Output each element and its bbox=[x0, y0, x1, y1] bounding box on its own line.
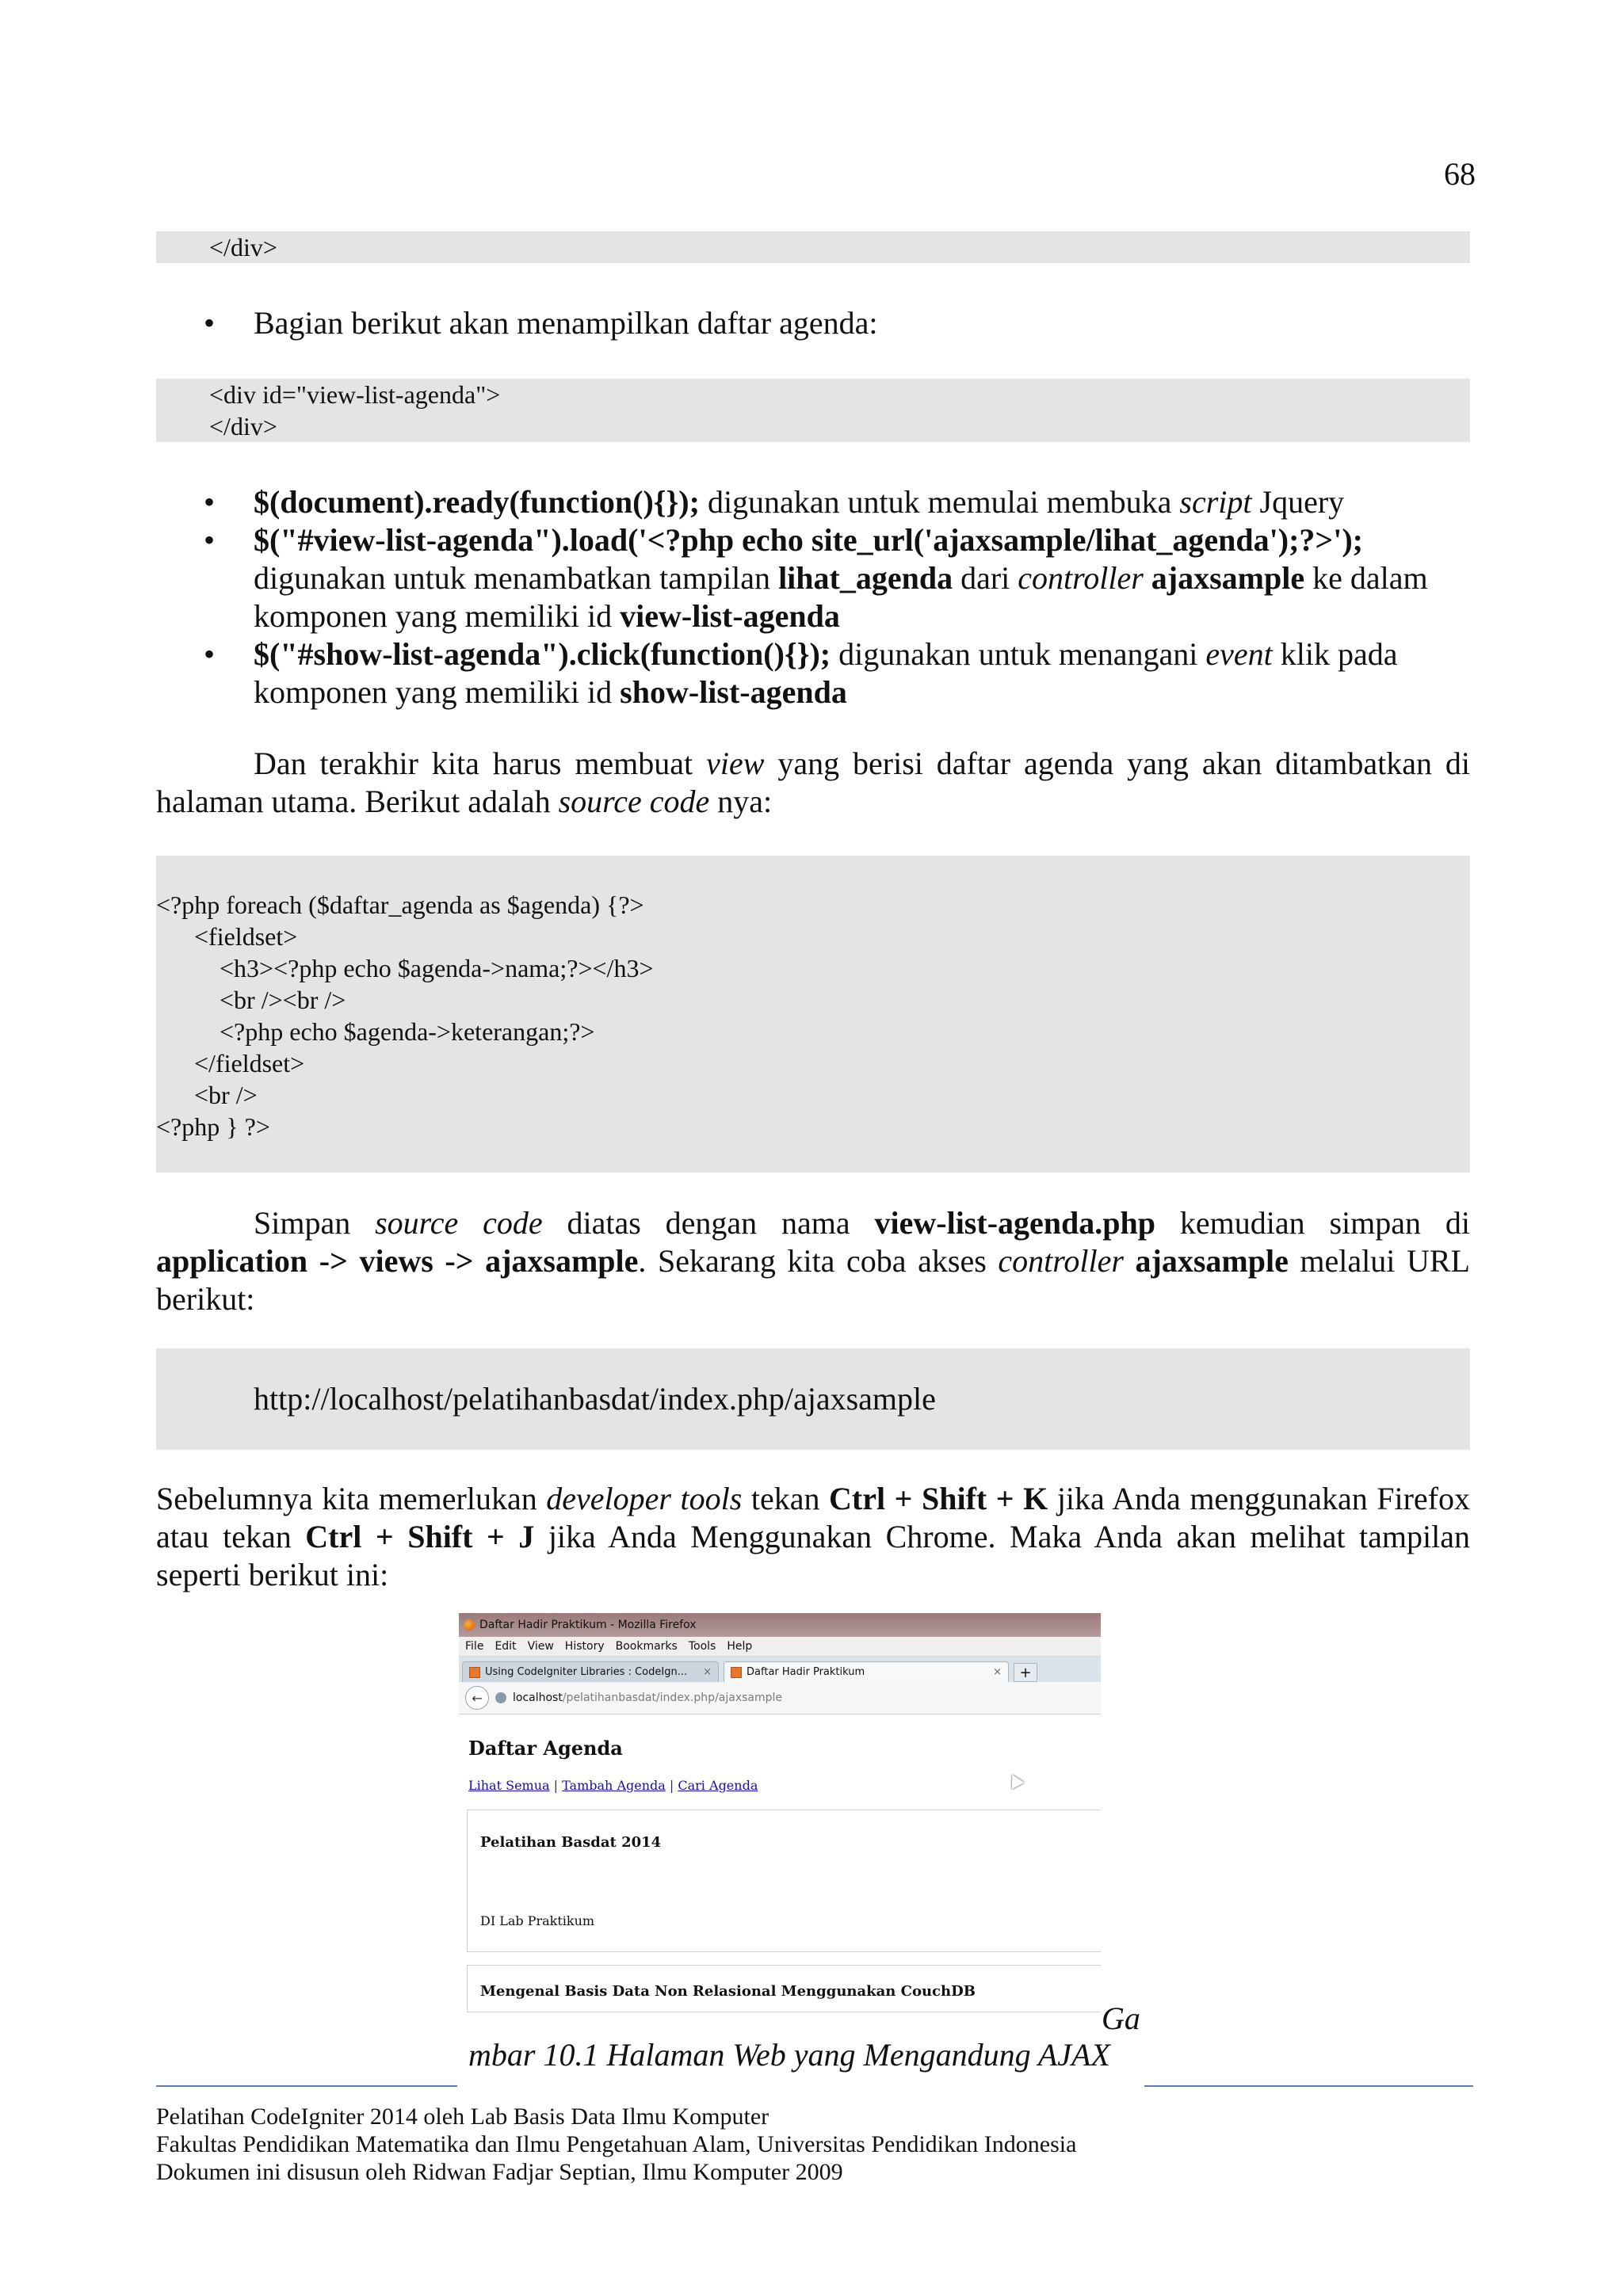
code-block-closing-div bbox=[156, 231, 1470, 263]
close-icon[interactable]: × bbox=[703, 1666, 712, 1678]
code-line: <?php echo $agenda->keterangan;?> bbox=[156, 1017, 595, 1046]
code-line: <br /><br /> bbox=[156, 986, 346, 1014]
menu-history[interactable]: History bbox=[564, 1640, 605, 1653]
figure-caption-part2: mbar 10.1 Halaman Web yang Mengandung AJAX bbox=[468, 2037, 1110, 2073]
tab-bar bbox=[459, 1657, 1101, 1682]
code-line: </div> bbox=[209, 412, 277, 441]
window-titlebar bbox=[459, 1613, 1101, 1637]
window-title: Daftar Hadir Praktikum - Mozilla Firefox bbox=[479, 1619, 697, 1631]
link-cari-agenda[interactable]: Cari Agenda bbox=[678, 1778, 758, 1793]
code-line: <fieldset> bbox=[156, 922, 298, 951]
paragraph-developer-tools: Sebelumnya kita memerlukan developer tools tekan Ctrl + Shift + K jika Anda menggunakan Firefox atau tekan Ctrl + Shift + J jika Anda Menggunakan Chrome. Maka Anda akan melihat tampilan seperti berikut ini: bbox=[156, 1481, 1471, 1592]
figure-caption-part1: Ga bbox=[1102, 2000, 1140, 2036]
agenda-title: Mengenal Basis Data Non Relasional Menggunakan CouchDB bbox=[480, 1983, 976, 2000]
footer-rule bbox=[1144, 2085, 1473, 2087]
globe-icon bbox=[495, 1692, 506, 1703]
footer-line: Fakultas Pendidikan Matematika dan Ilmu Pengetahuan Alam, Universitas Pendidikan Indonesia bbox=[156, 2131, 1077, 2157]
new-tab-button[interactable]: + bbox=[1014, 1663, 1037, 1682]
page-footer bbox=[156, 2103, 1076, 2186]
agenda-fieldset bbox=[467, 1810, 1101, 1952]
address-bar[interactable]: localhost/pelatihanbasdat/index.php/ajaxsample bbox=[513, 1691, 783, 1704]
page-icon bbox=[731, 1667, 742, 1678]
footer-line: Pelatihan CodeIgniter 2014 oleh Lab Basis Data Ilmu Komputer bbox=[156, 2103, 769, 2130]
tab-codeigniter-libraries[interactable]: Using CodeIgniter Libraries : CodeIgn... × bbox=[462, 1661, 719, 1682]
mouse-cursor-icon bbox=[1006, 1772, 1024, 1790]
menu-edit[interactable]: Edit bbox=[495, 1640, 517, 1653]
agenda-links: Lihat Semua | Tambah Agenda | Cari Agenda bbox=[468, 1778, 758, 1793]
link-lihat-semua[interactable]: Lihat Semua bbox=[468, 1778, 550, 1793]
menu-help[interactable]: Help bbox=[727, 1640, 753, 1653]
bullet-click-handler: • $("#show-list-agenda").click(function(){}); digunakan untuk menangani event klik pada komponen yang memiliki id show-list-agenda bbox=[156, 635, 1470, 711]
code-line: <?php foreach ($daftar_agenda as $agenda) {?> bbox=[156, 891, 644, 919]
close-icon[interactable]: × bbox=[993, 1666, 1002, 1678]
back-arrow-icon[interactable]: ← bbox=[465, 1686, 489, 1710]
footer-line: Dokumen ini disusun oleh Ridwan Fadjar Septian, Ilmu Komputer 2009 bbox=[156, 2159, 843, 2185]
code-block-foreach bbox=[156, 856, 1470, 1173]
page-number: 68 bbox=[1444, 156, 1476, 192]
menu-view[interactable]: View bbox=[527, 1640, 554, 1653]
code-line: </div> bbox=[209, 233, 277, 261]
agenda-title: Pelatihan Basdat 2014 bbox=[480, 1834, 662, 1851]
bullet-list-explanations bbox=[156, 483, 1470, 711]
tab-daftar-hadir[interactable]: Daftar Hadir Praktikum × bbox=[724, 1661, 1009, 1682]
url-block bbox=[156, 1348, 1470, 1450]
code-block-view-list bbox=[156, 379, 1470, 442]
agenda-description: DI Lab Praktikum bbox=[480, 1913, 595, 1928]
bullet-document-ready: • $(document).ready(function(){}); digunakan untuk memulai membuka script Jquery bbox=[156, 483, 1470, 521]
link-tambah-agenda[interactable]: Tambah Agenda bbox=[562, 1778, 666, 1793]
code-line: <?php } ?> bbox=[156, 1112, 270, 1141]
code-line: <h3><?php echo $agenda->nama;?></h3> bbox=[156, 954, 654, 982]
bullet-item: • Bagian berikut akan menampilkan daftar agenda: bbox=[156, 304, 1470, 342]
menu-tools[interactable]: Tools bbox=[688, 1640, 716, 1653]
page-heading: Daftar Agenda bbox=[468, 1737, 623, 1760]
code-line: </fieldset> bbox=[156, 1049, 305, 1077]
bullet-load-agenda: • $("#view-list-agenda").load('<?php echo site_url('ajaxsample/lihat_agenda');?>'); digunakan untuk menambatkan tampilan lihat_agenda dari controller ajaxsample ke dalam komponen yang memiliki id view-list-agenda bbox=[156, 521, 1470, 635]
code-line: <br /> bbox=[156, 1081, 258, 1109]
menu-bookmarks[interactable]: Bookmarks bbox=[615, 1640, 678, 1653]
example-url: http://localhost/pelatihanbasdat/index.php/ajaxsample bbox=[254, 1381, 936, 1417]
code-line: <div id="view-list-agenda"> bbox=[209, 380, 501, 409]
menu-bar bbox=[459, 1637, 1101, 1657]
menu-file[interactable]: File bbox=[465, 1640, 484, 1653]
browser-screenshot bbox=[459, 1613, 1101, 2016]
navigation-bar bbox=[459, 1682, 1101, 1714]
agenda-fieldset bbox=[467, 1965, 1101, 2012]
bullet-intro bbox=[156, 304, 1470, 342]
page-icon bbox=[469, 1667, 480, 1678]
web-page-content bbox=[459, 1714, 1101, 2000]
paragraph-save-instructions: Simpan source code diatas dengan nama view-list-agenda.php kemudian simpan di application -> views -> ajaxsample. Sekarang kita coba akses controller ajaxsample melalui URL berikut: bbox=[156, 1205, 1470, 1317]
footer-rule bbox=[156, 2085, 457, 2087]
firefox-icon bbox=[464, 1619, 475, 1630]
paragraph-view-intro: Dan terakhir kita harus membuat view yang berisi daftar agenda yang akan ditambatkan di halaman utama. Berikut adalah source code nya: bbox=[156, 746, 1471, 819]
